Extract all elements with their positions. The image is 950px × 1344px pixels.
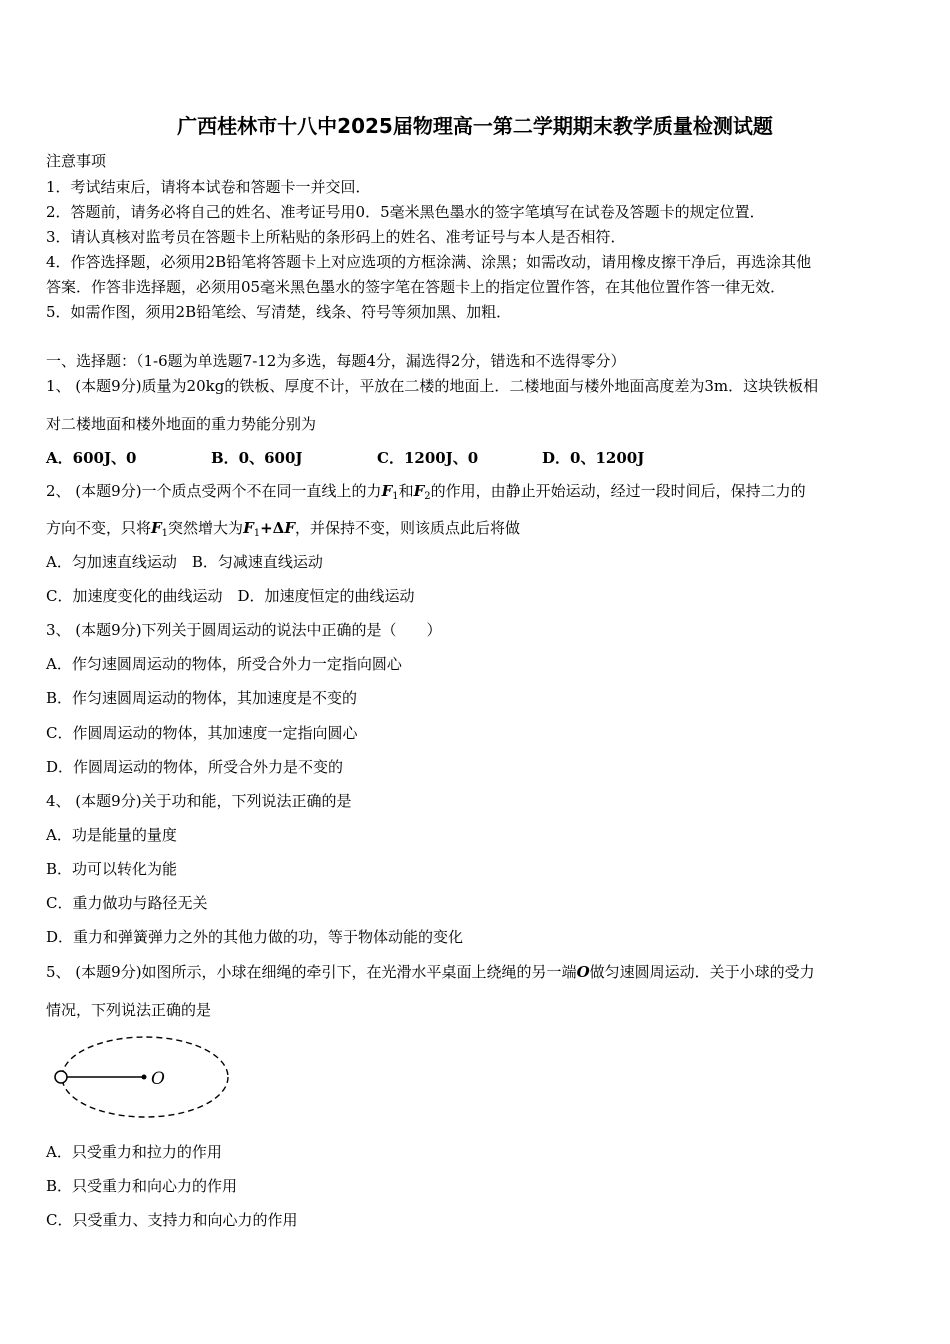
ball [55, 1071, 67, 1083]
force-subscript: 1 [161, 528, 169, 539]
q2-stem-line2 [46, 519, 520, 537]
notice-item: 4．作答选择题，必须用2B铅笔将答题卡上对应选项的方框涂满、涂黑；如需改动，请用橡皮擦干净后，再选涂其他 [46, 253, 812, 271]
q5-text-part: 5、 (本题9分)如图所示，小球在细绳的牵引下，在光滑水平桌面上绕绳的另一端 [46, 963, 577, 981]
q2-text-part: ，并保持不变，则该质点此后将做 [294, 519, 520, 537]
center-symbol: O [576, 963, 590, 981]
force-symbol: F [284, 519, 295, 537]
q2-text-part: 方向不变，只将 [46, 519, 152, 537]
q1-option-a: A．600J、0 [46, 449, 137, 467]
notice-item: 1．考试结束后，请将本试卷和答题卡一并交回． [46, 178, 371, 196]
q2-text-part: 突然增大为 [168, 519, 244, 537]
q1-option-c: C．1200J、0 [377, 449, 479, 467]
center-label: O [151, 1069, 165, 1089]
center-point [142, 1075, 147, 1080]
q4-stem: 4、 (本题9分)关于功和能，下列说法正确的是 [46, 792, 352, 810]
q2-text-part: +Δ [260, 519, 285, 537]
q2-stem-line1 [46, 482, 806, 500]
force-symbol: F [151, 519, 162, 537]
q2-options-cd: C．加速度变化的曲线运动 D．加速度恒定的曲线运动 [46, 587, 415, 605]
q4-option-c: C．重力做功与路径无关 [46, 894, 208, 912]
q3-option-c: C．作圆周运动的物体，其加速度一定指向圆心 [46, 724, 358, 742]
force-subscript: 1 [253, 528, 261, 539]
q3-option-d: D．作圆周运动的物体，所受合外力是不变的 [46, 758, 344, 776]
q5-stem-line1 [46, 963, 815, 981]
notice-item: 答案．作答非选择题，必须用05毫米黑色墨水的签字笔在答题卡上的指定位置作答，在其他位置作答一律无效． [46, 278, 786, 296]
page-title: 广西桂林市十八中2025届物理高一第二学期期末教学质量检测试题 [177, 114, 773, 138]
force-symbol: F [381, 482, 393, 500]
force-symbol: F [243, 519, 254, 537]
q5-text-part: 做匀速圆周运动．关于小球的受力 [589, 963, 815, 981]
q5-option-c: C．只受重力、支持力和向心力的作用 [46, 1211, 298, 1229]
q4-option-a: A．功是能量的量度 [46, 826, 177, 844]
q1-stem-line1: 1、 (本题9分)质量为20kg的铁板、厚度不计，平放在二楼的地面上．二楼地面与楼外地面高度差为3m．这块铁板相 [46, 377, 819, 395]
q2-text-part: 的作用，由静止开始运动，经过一段时间后，保持二力的 [430, 482, 806, 500]
q3-stem: 3、 (本题9分)下列关于圆周运动的说法中正确的是（ ） [46, 621, 442, 639]
force-subscript: 1 [392, 491, 399, 502]
q2-text-part: 和 [398, 482, 414, 500]
notice-item: 2．答题前，请务必将自己的姓名、准考证号用0．5毫米黑色墨水的签字笔填写在试卷及答题卡的规定位置． [46, 203, 765, 221]
q1-option-b: B．0、600J [211, 449, 303, 467]
section-heading: 一、选择题：（1-6题为单选题7-12为多选，每题4分，漏选得2分，错选和不选得零分） [46, 352, 626, 370]
q2-text-part: 2、 (本题9分)一个质点受两个不在同一直线上的力 [46, 482, 382, 500]
q4-option-b: B．功可以转化为能 [46, 860, 178, 878]
q1-stem-line2: 对二楼地面和楼外地面的重力势能分别为 [46, 415, 317, 433]
notice-heading: 注意事项 [46, 152, 107, 170]
q4-option-d: D．重力和弹簧弹力之外的其他力做的功，等于物体动能的变化 [46, 928, 464, 946]
q3-option-a: A．作匀速圆周运动的物体，所受合外力一定指向圆心 [46, 655, 402, 673]
circular-motion-figure [50, 1032, 240, 1124]
notice-item: 5．如需作图，须用2B铅笔绘、写清楚，线条、符号等须加黑、加粗． [46, 303, 512, 321]
q2-options-ab: A．匀加速直线运动 B．匀减速直线运动 [46, 553, 323, 571]
q1-option-d: D．0、1200J [542, 449, 645, 467]
force-subscript: 2 [424, 491, 431, 502]
q3-option-b: B．作匀速圆周运动的物体，其加速度是不变的 [46, 689, 358, 707]
q5-option-b: B．只受重力和向心力的作用 [46, 1177, 238, 1195]
q5-stem-line2: 情况，下列说法正确的是 [46, 1001, 212, 1019]
force-symbol: F [413, 482, 425, 500]
q5-option-a: A．只受重力和拉力的作用 [46, 1143, 222, 1161]
notice-item: 3．请认真核对监考员在答题卡上所粘贴的条形码上的姓名、准考证号与本人是否相符． [46, 228, 626, 246]
